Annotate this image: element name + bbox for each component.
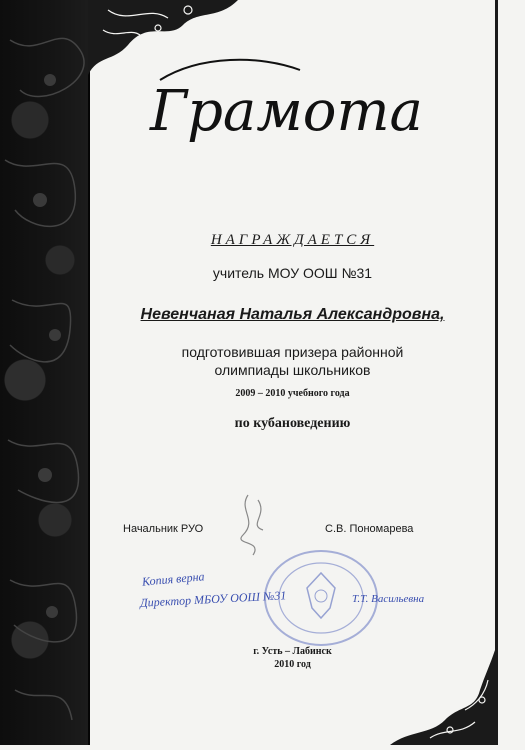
description	[90, 343, 495, 379]
subject-line: по кубановедению	[234, 416, 351, 431]
signatory-name: С.В. Пономарева	[325, 523, 414, 535]
handwritten-director-note: Директор МБОУ ООШ №31	[139, 588, 287, 610]
floral-ornament-icon	[0, 0, 88, 745]
teacher-line: учитель МОУ ООШ №31	[212, 265, 373, 281]
year-line: 2010 год	[274, 659, 311, 670]
awarded-heading: НАГРАЖДАЕТСЯ	[210, 232, 375, 248]
right-border-line	[495, 0, 498, 745]
description-line-2: олимпиады школьников	[214, 362, 371, 378]
handwritten-copy-note: Копия верна	[141, 569, 206, 589]
recipient-name: Невенчаная Наталья Александровна,	[140, 306, 445, 323]
left-ornamental-band	[0, 0, 88, 745]
handwritten-name-note: Т.Т. Васильевна	[352, 593, 425, 605]
certificate-title	[140, 50, 480, 150]
signatory-role: Начальник РУО	[123, 523, 204, 535]
title-text: Грамота	[150, 79, 423, 144]
academic-year: 2009 – 2010 учебного года	[235, 388, 350, 399]
city-line: г. Усть – Лабинск	[253, 646, 332, 657]
description-line-1: подготовившая призера районной	[181, 344, 404, 360]
